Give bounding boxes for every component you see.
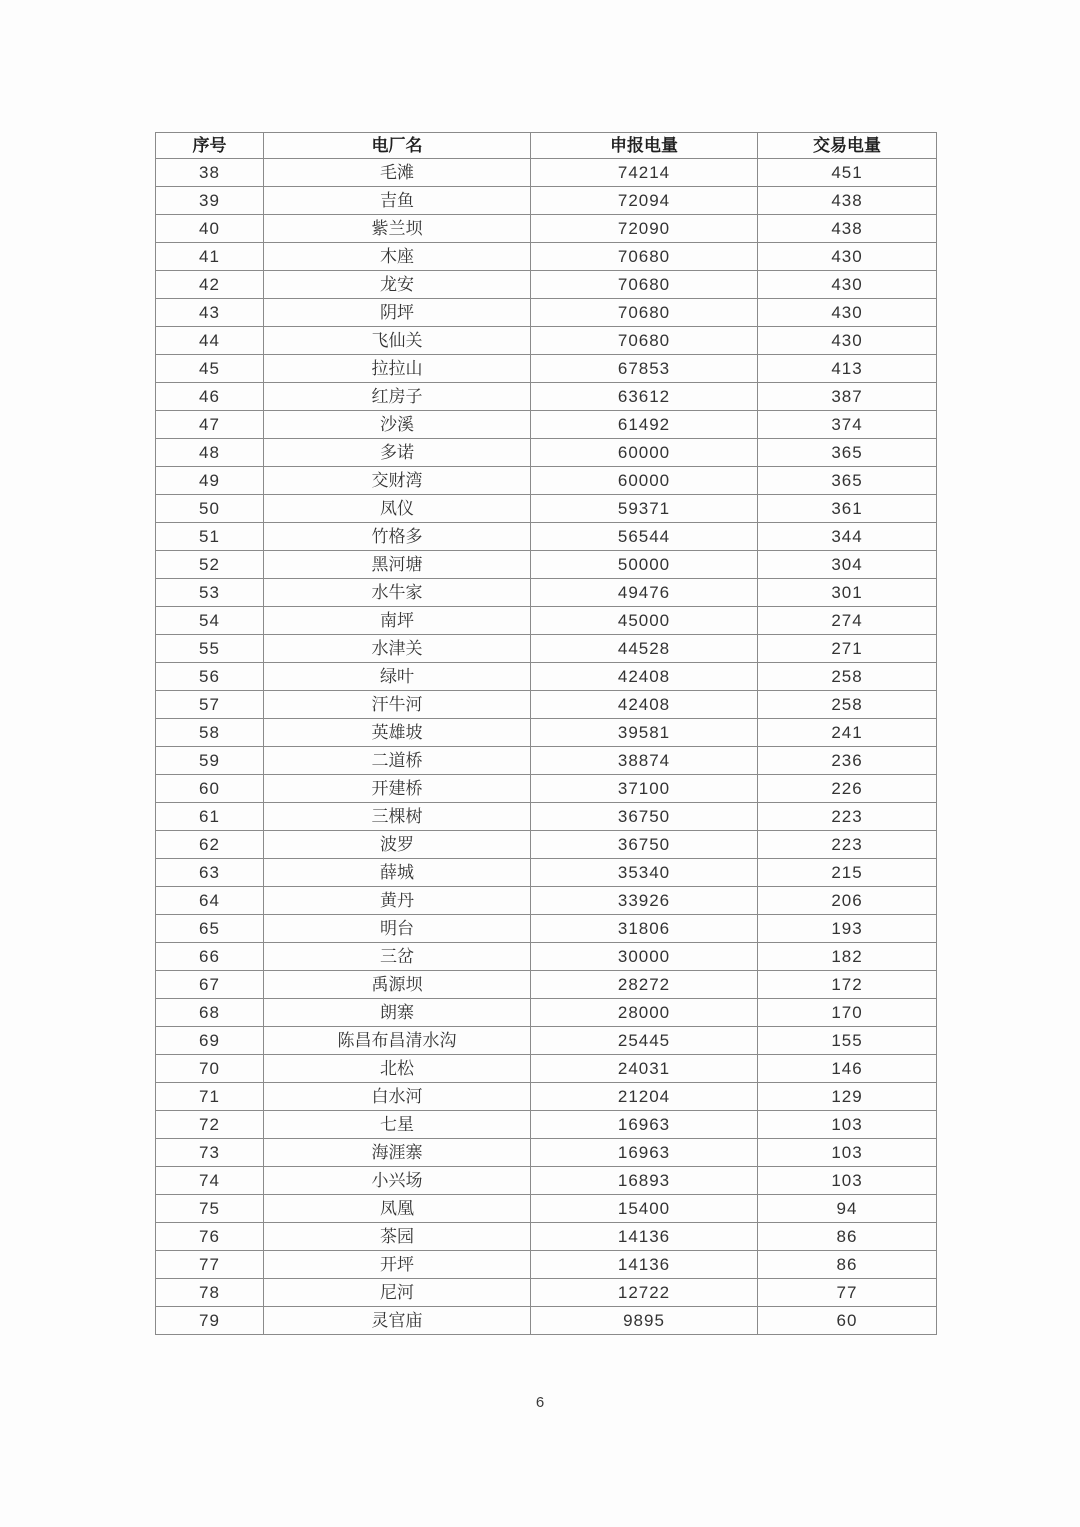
cell-plant-name: 黄丹 [264,887,531,915]
cell-index: 60 [156,775,264,803]
table-row [156,747,937,775]
cell-index: 56 [156,663,264,691]
cell-index: 67 [156,971,264,999]
cell-traded-energy: 103 [758,1139,937,1167]
cell-declared-energy: 70680 [531,299,758,327]
cell-declared-energy: 49476 [531,579,758,607]
cell-index: 68 [156,999,264,1027]
cell-declared-energy: 37100 [531,775,758,803]
cell-index: 46 [156,383,264,411]
cell-index: 70 [156,1055,264,1083]
table-row [156,663,937,691]
power-plant-table [155,132,937,1335]
cell-index: 75 [156,1195,264,1223]
cell-declared-energy: 38874 [531,747,758,775]
cell-index: 71 [156,1083,264,1111]
cell-index: 69 [156,1027,264,1055]
cell-traded-energy: 223 [758,831,937,859]
cell-index: 76 [156,1223,264,1251]
cell-declared-energy: 74214 [531,159,758,187]
table-row [156,495,937,523]
cell-index: 39 [156,187,264,215]
cell-plant-name: 黑河塘 [264,551,531,579]
cell-traded-energy: 430 [758,271,937,299]
cell-traded-energy: 374 [758,411,937,439]
cell-plant-name: 木座 [264,243,531,271]
cell-plant-name: 凤凰 [264,1195,531,1223]
cell-plant-name: 紫兰坝 [264,215,531,243]
cell-declared-energy: 16963 [531,1111,758,1139]
cell-declared-energy: 56544 [531,523,758,551]
cell-declared-energy: 70680 [531,327,758,355]
cell-traded-energy: 451 [758,159,937,187]
table-row [156,551,937,579]
cell-plant-name: 薛城 [264,859,531,887]
cell-declared-energy: 24031 [531,1055,758,1083]
table-row [156,1055,937,1083]
table-row [156,1083,937,1111]
cell-index: 73 [156,1139,264,1167]
table-row [156,467,937,495]
cell-plant-name: 七星 [264,1111,531,1139]
cell-traded-energy: 241 [758,719,937,747]
cell-traded-energy: 77 [758,1279,937,1307]
table-row [156,635,937,663]
cell-declared-energy: 42408 [531,691,758,719]
cell-index: 61 [156,803,264,831]
table-header-row [156,133,937,159]
cell-plant-name: 波罗 [264,831,531,859]
cell-traded-energy: 344 [758,523,937,551]
cell-traded-energy: 94 [758,1195,937,1223]
cell-declared-energy: 39581 [531,719,758,747]
cell-declared-energy: 31806 [531,915,758,943]
cell-plant-name: 竹格多 [264,523,531,551]
cell-plant-name: 水津关 [264,635,531,663]
cell-index: 62 [156,831,264,859]
cell-plant-name: 三棵树 [264,803,531,831]
cell-traded-energy: 438 [758,215,937,243]
cell-plant-name: 绿叶 [264,663,531,691]
cell-index: 52 [156,551,264,579]
cell-declared-energy: 14136 [531,1251,758,1279]
cell-traded-energy: 413 [758,355,937,383]
cell-index: 49 [156,467,264,495]
header-traded-energy: 交易电量 [758,133,937,159]
cell-declared-energy: 60000 [531,439,758,467]
table-row [156,159,937,187]
cell-declared-energy: 60000 [531,467,758,495]
cell-traded-energy: 155 [758,1027,937,1055]
cell-traded-energy: 274 [758,607,937,635]
cell-traded-energy: 146 [758,1055,937,1083]
cell-declared-energy: 42408 [531,663,758,691]
cell-traded-energy: 304 [758,551,937,579]
cell-declared-energy: 28000 [531,999,758,1027]
cell-declared-energy: 33926 [531,887,758,915]
cell-plant-name: 水牛家 [264,579,531,607]
cell-declared-energy: 36750 [531,803,758,831]
cell-plant-name: 英雄坡 [264,719,531,747]
cell-index: 50 [156,495,264,523]
cell-plant-name: 陈昌布昌清水沟 [264,1027,531,1055]
cell-index: 38 [156,159,264,187]
cell-traded-energy: 258 [758,691,937,719]
cell-index: 79 [156,1307,264,1335]
cell-index: 59 [156,747,264,775]
page-number: 6 [535,1394,545,1411]
cell-index: 77 [156,1251,264,1279]
cell-plant-name: 二道桥 [264,747,531,775]
cell-plant-name: 灵官庙 [264,1307,531,1335]
table-row [156,943,937,971]
cell-traded-energy: 361 [758,495,937,523]
cell-declared-energy: 15400 [531,1195,758,1223]
table-row [156,355,937,383]
cell-plant-name: 茶园 [264,1223,531,1251]
cell-plant-name: 汗牛河 [264,691,531,719]
cell-index: 54 [156,607,264,635]
cell-index: 66 [156,943,264,971]
cell-index: 64 [156,887,264,915]
cell-plant-name: 北松 [264,1055,531,1083]
cell-plant-name: 毛滩 [264,159,531,187]
cell-declared-energy: 35340 [531,859,758,887]
table-row [156,523,937,551]
cell-plant-name: 龙安 [264,271,531,299]
cell-plant-name: 拉拉山 [264,355,531,383]
cell-declared-energy: 45000 [531,607,758,635]
cell-index: 78 [156,1279,264,1307]
cell-plant-name: 阴坪 [264,299,531,327]
cell-plant-name: 三岔 [264,943,531,971]
cell-index: 48 [156,439,264,467]
cell-traded-energy: 430 [758,327,937,355]
table-row [156,1223,937,1251]
cell-plant-name: 沙溪 [264,411,531,439]
table-row [156,271,937,299]
cell-plant-name: 交财湾 [264,467,531,495]
cell-index: 72 [156,1111,264,1139]
table-row [156,831,937,859]
header-declared-energy: 申报电量 [531,133,758,159]
cell-traded-energy: 430 [758,243,937,271]
table-row [156,1111,937,1139]
cell-plant-name: 小兴场 [264,1167,531,1195]
cell-declared-energy: 59371 [531,495,758,523]
cell-index: 53 [156,579,264,607]
cell-index: 65 [156,915,264,943]
cell-index: 41 [156,243,264,271]
table-row [156,439,937,467]
table-row [156,1167,937,1195]
table-row [156,1139,937,1167]
table-row [156,859,937,887]
table-row [156,971,937,999]
table-row [156,915,937,943]
cell-index: 55 [156,635,264,663]
cell-declared-energy: 21204 [531,1083,758,1111]
cell-declared-energy: 36750 [531,831,758,859]
cell-declared-energy: 25445 [531,1027,758,1055]
cell-traded-energy: 193 [758,915,937,943]
cell-declared-energy: 9895 [531,1307,758,1335]
cell-index: 43 [156,299,264,327]
cell-declared-energy: 50000 [531,551,758,579]
cell-traded-energy: 301 [758,579,937,607]
cell-plant-name: 多诺 [264,439,531,467]
cell-traded-energy: 258 [758,663,937,691]
cell-traded-energy: 226 [758,775,937,803]
cell-declared-energy: 67853 [531,355,758,383]
cell-plant-name: 禹源坝 [264,971,531,999]
cell-traded-energy: 365 [758,467,937,495]
cell-index: 57 [156,691,264,719]
cell-traded-energy: 103 [758,1167,937,1195]
cell-plant-name: 南坪 [264,607,531,635]
table-row [156,327,937,355]
cell-traded-energy: 215 [758,859,937,887]
cell-plant-name: 海涯寨 [264,1139,531,1167]
cell-traded-energy: 172 [758,971,937,999]
cell-traded-energy: 206 [758,887,937,915]
table-body [156,159,937,1335]
cell-declared-energy: 63612 [531,383,758,411]
header-index: 序号 [156,133,264,159]
cell-declared-energy: 72094 [531,187,758,215]
cell-plant-name: 开坪 [264,1251,531,1279]
table-row [156,1307,937,1335]
table-row [156,187,937,215]
table-row [156,607,937,635]
cell-plant-name: 凤仪 [264,495,531,523]
cell-plant-name: 明台 [264,915,531,943]
table-row [156,719,937,747]
cell-traded-energy: 271 [758,635,937,663]
cell-traded-energy: 182 [758,943,937,971]
cell-declared-energy: 72090 [531,215,758,243]
cell-traded-energy: 438 [758,187,937,215]
table-row [156,299,937,327]
cell-index: 63 [156,859,264,887]
cell-traded-energy: 170 [758,999,937,1027]
cell-declared-energy: 16893 [531,1167,758,1195]
cell-index: 74 [156,1167,264,1195]
cell-plant-name: 朗寨 [264,999,531,1027]
cell-declared-energy: 14136 [531,1223,758,1251]
cell-traded-energy: 60 [758,1307,937,1335]
cell-declared-energy: 28272 [531,971,758,999]
cell-declared-energy: 12722 [531,1279,758,1307]
cell-declared-energy: 44528 [531,635,758,663]
cell-declared-energy: 61492 [531,411,758,439]
cell-traded-energy: 365 [758,439,937,467]
table-row [156,1195,937,1223]
cell-index: 42 [156,271,264,299]
cell-traded-energy: 86 [758,1251,937,1279]
cell-traded-energy: 236 [758,747,937,775]
cell-index: 47 [156,411,264,439]
cell-traded-energy: 223 [758,803,937,831]
table-row [156,243,937,271]
table-row [156,999,937,1027]
table-row [156,691,937,719]
cell-declared-energy: 30000 [531,943,758,971]
table-row [156,411,937,439]
header-plant-name: 电厂名 [264,133,531,159]
table-row [156,803,937,831]
cell-plant-name: 开建桥 [264,775,531,803]
table-row [156,775,937,803]
cell-declared-energy: 70680 [531,271,758,299]
table-row [156,1279,937,1307]
table-row [156,1251,937,1279]
cell-traded-energy: 430 [758,299,937,327]
cell-index: 40 [156,215,264,243]
cell-index: 44 [156,327,264,355]
cell-plant-name: 飞仙关 [264,327,531,355]
cell-index: 58 [156,719,264,747]
table-row [156,1027,937,1055]
cell-index: 45 [156,355,264,383]
cell-traded-energy: 129 [758,1083,937,1111]
cell-declared-energy: 70680 [531,243,758,271]
cell-index: 51 [156,523,264,551]
cell-plant-name: 红房子 [264,383,531,411]
cell-plant-name: 吉鱼 [264,187,531,215]
cell-plant-name: 尼河 [264,1279,531,1307]
cell-plant-name: 白水河 [264,1083,531,1111]
cell-declared-energy: 16963 [531,1139,758,1167]
table-row [156,215,937,243]
table-row [156,579,937,607]
cell-traded-energy: 86 [758,1223,937,1251]
table-row [156,383,937,411]
table-row [156,887,937,915]
cell-traded-energy: 387 [758,383,937,411]
cell-traded-energy: 103 [758,1111,937,1139]
